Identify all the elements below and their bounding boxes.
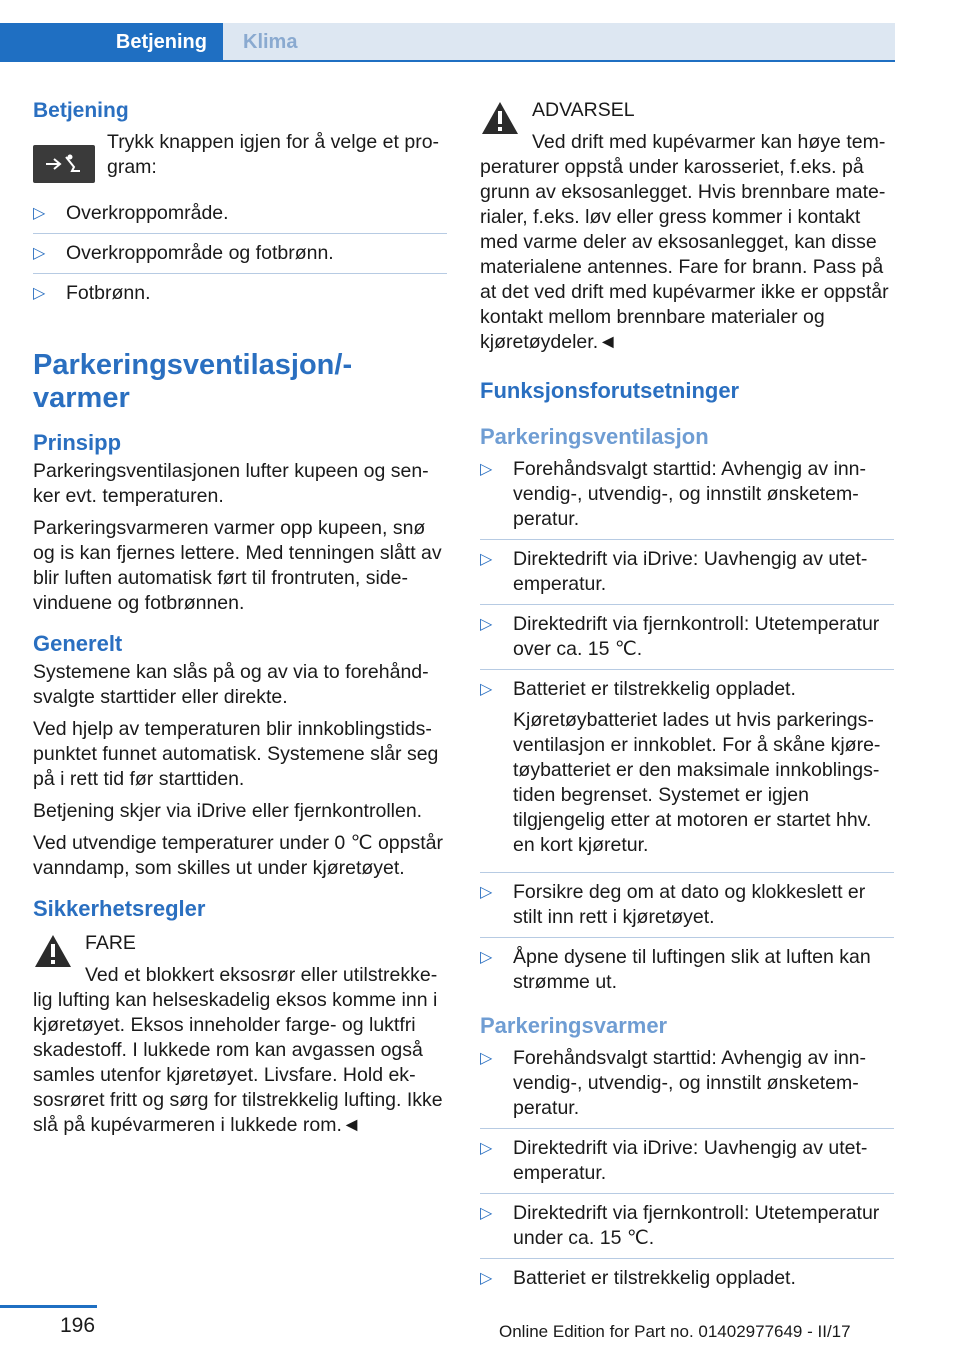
triangle-right-icon: ▷ [480, 616, 493, 633]
warning-text: Ved et blokkert eksosrør eller utilstrekkelig lufting kan helseskadelig eksos komme inn i kjøretøyet. Eksos inneholder farge- og luktfri skadestoff. I lukkede rom kan avgassen også samles utenfor kjøretøyet. Livsfare. Hold eksosrøret fritt og sørg for tilstrekkelig lufting. Ikke slå på kupévarmeren i lukkede rom.◄ [33, 964, 443, 1136]
section-title-betjening: Betjening [33, 99, 129, 122]
footer-rule [0, 1305, 97, 1308]
header-tabs [0, 0, 895, 62]
list-item: ▷ Batteriet er tilstrekkelig oppladet. [480, 1267, 796, 1289]
list-item: ▷ Batteriet er tilstrekkelig oppladet. Kjøretøybatteriet lades ut hvis parkeringsventilasjon er innkoblet. For å skåne kjøretøybatteriet er den maksimale innkoblingstiden begrenset. Systemet er igjen tilgjengelig etter at motoren er startet hhv. en kort kjøretur. [480, 677, 894, 873]
warning-label: ADVARSEL [532, 99, 635, 121]
paragraph: Ved hjelp av temperaturen blir innkoblingstidspunktet funnet automatisk. Systemene slår seg på i rett tid før starttiden. [33, 718, 439, 790]
advarsel-warning [480, 98, 894, 355]
list-item: ▷ Direktedrift via iDrive: Uavhengig av utetemperatur. [480, 1136, 894, 1194]
triangle-right-icon: ▷ [480, 461, 493, 478]
right-column [480, 98, 894, 1305]
betjening-block [33, 98, 447, 183]
list-item: ▷ Forehåndsvalgt starttid: Avhengig av innvendig-, utvendig-, og innstilt ønsketemperatur. [480, 1046, 894, 1129]
list-item: ▷ Direktedrift via fjernkontroll: Utetemperatur over ca. 15 ℃. [480, 612, 894, 670]
triangle-right-icon: ▷ [480, 949, 493, 966]
triangle-right-icon: ▷ [33, 245, 46, 262]
left-column [33, 98, 447, 1145]
triangle-right-icon: ▷ [480, 884, 493, 901]
heading-parkeringsventilasjon: Parkeringsventilasjon [480, 424, 709, 449]
heading-sikkerhetsregler: Sikkerhetsregler [33, 896, 206, 921]
warning-triangle-icon [480, 100, 520, 136]
warning-label: FARE [85, 932, 136, 954]
list-item: ▷ Åpne dysene til luftingen slik at luften kan strømme ut. [480, 946, 871, 993]
warning-text: Ved drift med kupévarmer kan høye temperaturer oppstå under karosseriet, f.eks. på grunn av eksosanlegget. Hvis brennbare materialer, f.eks. løv eller gress kommer i kontakt med varme deler av eksosanlegget, kan disse materialene antennes. Fare for brann. Pass på at det ved drift med kupévarmer ikke er oppstår kontakt mellom brennbare materialer og kjøretøydeler.◄ [480, 131, 889, 353]
paragraph: Parkeringsvarmeren varmer opp kupeen, snø og is kan fjernes lettere. Med tenningen slått av blir luften automatisk ført til frontruten, sidevinduene og fotbrønnen. [33, 517, 442, 614]
edition-note: Online Edition for Part no. 01402977649 - II/17 [499, 1322, 851, 1341]
list-item: ▷ Direktedrift via iDrive: Uavhengig av utetemperatur. [480, 547, 894, 605]
list-item: ▷ Fotbrønn. [33, 282, 151, 304]
heading-parkeringsvarmer: Parkeringsvarmer [480, 1013, 668, 1038]
ventilasjon-list [480, 457, 894, 1002]
list-item: ▷ Overkroppområde. [33, 201, 447, 234]
list-item-note: Kjøretøybatteriet lades ut hvis parkeringsventilasjon er innkoblet. For å skåne kjøretøybatteriet er den maksimale innkoblingstiden begrenset. Systemet er igjen tilgjengelig etter at motoren er startet hhv. en kort kjøretur. [513, 709, 881, 856]
paragraph: Betjening skjer via iDrive eller fjernkontrollen. [33, 800, 423, 822]
betjening-text: Trykk knappen igjen for å velge et program: [107, 131, 440, 178]
page-title: Parkeringsventilasjon/-varmer [33, 349, 353, 414]
varmer-list [480, 1046, 894, 1298]
header-divider [0, 60, 895, 62]
heading-generelt: Generelt [33, 631, 123, 656]
triangle-right-icon: ▷ [480, 551, 493, 568]
triangle-right-icon: ▷ [480, 1140, 493, 1157]
paragraph: Parkeringsventilasjonen lufter kupeen og senker evt. temperaturen. [33, 460, 429, 507]
triangle-right-icon: ▷ [33, 205, 46, 222]
triangle-right-icon: ▷ [480, 1205, 493, 1222]
triangle-right-icon: ▷ [480, 1050, 493, 1067]
list-item: ▷ Forsikre deg om at dato og klokkeslett er stilt inn rett i kjøretøyet. [480, 880, 894, 938]
tab-betjening[interactable]: Betjening [0, 23, 223, 61]
paragraph: Ved utvendige temperaturer under 0 ℃ oppstår vanndamp, som skilles ut under kjøretøyet. [33, 832, 443, 879]
triangle-right-icon: ▷ [33, 285, 46, 302]
page-number: 196 [60, 1314, 96, 1337]
betjening-list [33, 201, 447, 313]
list-item: ▷ Overkroppområde og fotbrønn. [33, 241, 447, 274]
paragraph: Systemene kan slås på og av via to forehåndsvalgte starttider eller direkte. [33, 661, 429, 708]
triangle-right-icon: ▷ [480, 681, 493, 698]
warning-triangle-icon [33, 933, 73, 969]
list-item: ▷ Direktedrift via fjernkontroll: Utetemperatur under ca. 15 ℃. [480, 1201, 894, 1259]
fare-warning [33, 931, 447, 1138]
air-distribution-button-icon [33, 145, 95, 183]
tab-klima[interactable]: Klima [223, 23, 895, 61]
heading-prinsipp: Prinsipp [33, 430, 122, 455]
triangle-right-icon: ▷ [480, 1270, 493, 1287]
list-item: ▷ Forehåndsvalgt starttid: Avhengig av innvendig-, utvendig-, og innstilt ønsketemperatur. [480, 457, 894, 540]
heading-funksjonsforutsetninger: Funksjonsforutsetninger [480, 378, 740, 403]
